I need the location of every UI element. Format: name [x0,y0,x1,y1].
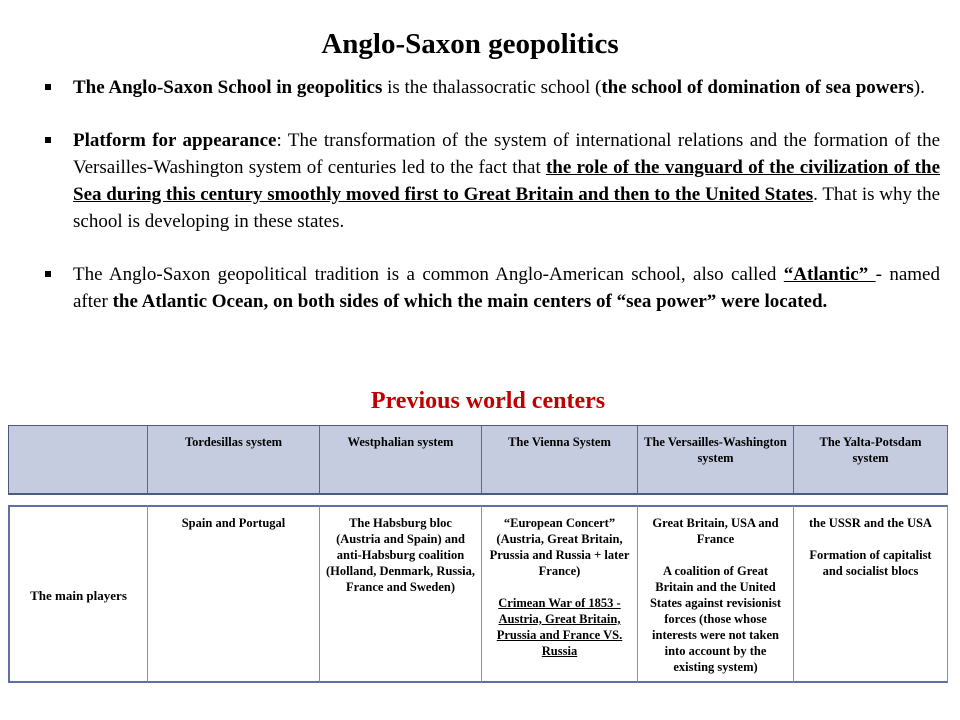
table-cell [638,505,794,683]
cell-text: A coalition of Great Britain and the United States against revisionist forces (those whose interests were not taken into account by the existing system) [649,564,782,674]
bullet-text: . That is why the school is developing in these states. [73,184,940,232]
bullet-text: The Anglo-Saxon School in geopolitics [73,77,383,98]
world-centers-table [8,425,948,683]
bullet-text: ). [913,77,925,98]
cell-text: Great Britain, USA and France [652,516,779,546]
bullet-list [44,74,940,341]
bullet-text: The Anglo-Saxon geopolitical tradition is a common Anglo-American school, also called [73,264,784,285]
header-cell [8,425,148,495]
bullet-item [44,127,940,235]
row-label: The main players [8,505,148,683]
bullet-text: : The transformation of the system of international relations and the formation of the Versailles-Washington system of centuries led to the fact that [73,130,940,178]
table-row [8,505,948,683]
cell-text: the USSR and the USA [809,516,932,530]
bullet-text: the Atlantic Ocean, on both sides of which the main centers of “sea power” were located. [112,291,828,312]
bullet-item [44,74,940,101]
table-cell [148,505,320,683]
table-cell [320,505,482,683]
header-cell: The Yalta-Potsdam system [794,425,948,495]
cell-text: Spain and Portugal [181,516,286,530]
bullet-text: the school of domination of sea powers [601,77,914,98]
header-cell: The Vienna System [482,425,638,495]
header-cell: Tordesillas system [148,425,320,495]
bullet-text: is the thalassocratic school ( [382,77,602,98]
bullet-text: - named after [73,264,940,312]
table-cell [482,505,638,683]
header-cell: The Versailles-Washington system [638,425,794,495]
bullet-text: “Atlantic” [783,264,876,285]
bullet-item [44,261,940,315]
table-title: Previous world centers [370,388,606,414]
cell-text [488,595,631,659]
slide-title: Anglo-Saxon geopolitics [321,28,619,60]
table-cell [794,505,948,683]
header-cell: Westphalian system [320,425,482,495]
cell-text: Formation of capitalist and socialist blocs [809,548,932,578]
table-header-row [8,425,948,495]
cell-text-underlined: Crimean War of 1853 - Austria, Great Britain, Prussia and France VS. Russia [496,596,623,658]
cell-text: The Habsburg bloc (Austria and Spain) and anti-Habsburg coalition (Holland, Denmark, Russia, France and Sweden) [326,516,475,594]
bullet-text: the role of the vanguard of the civilization of the Sea during this century smoothly moved first to Great Britain and then to the United States [73,157,940,205]
bullet-text: Platform for appearance [73,130,277,151]
cell-text: “European Concert” (Austria, Great Britain, Prussia and Russia + later France) [489,516,630,578]
